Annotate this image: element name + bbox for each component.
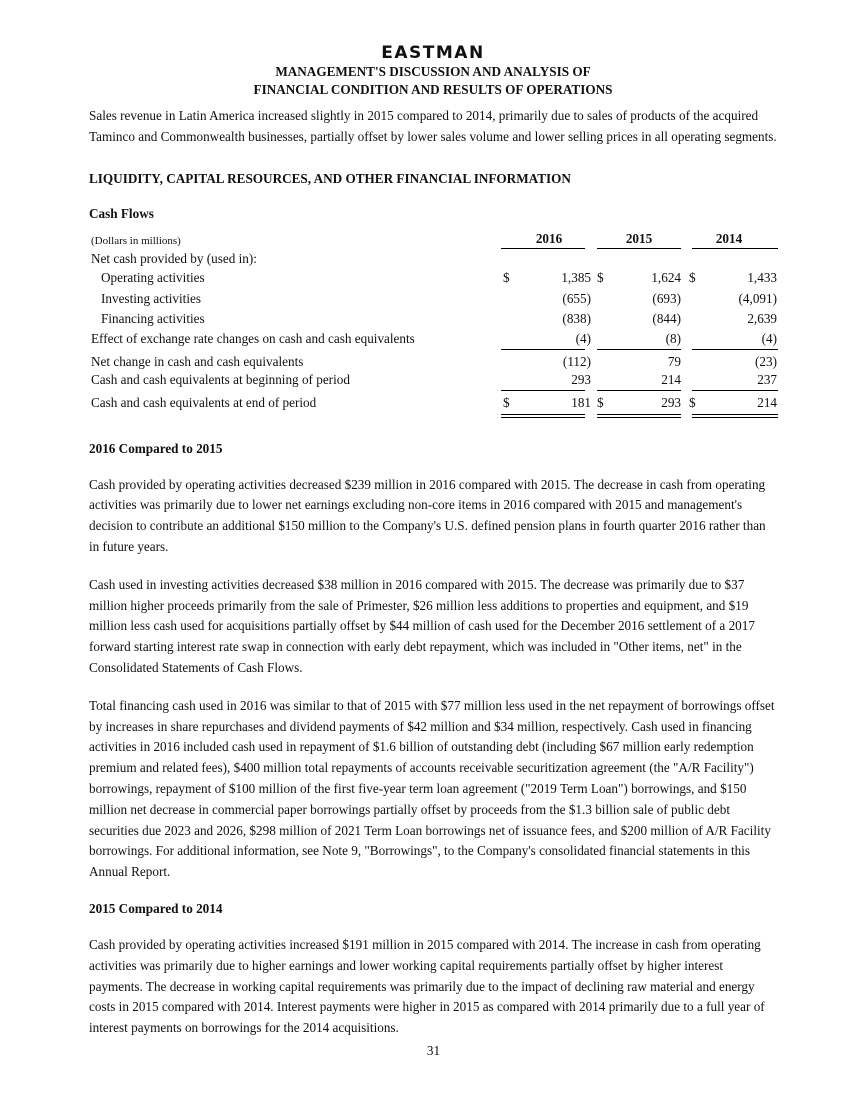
header-line-2: FINANCIAL CONDITION AND RESULTS OF OPERATIONS	[253, 82, 613, 97]
cell-financing-2014: 2,639	[747, 310, 777, 326]
section-2015-title: 2015 Compared to 2014	[89, 900, 223, 916]
total-rule-2016	[501, 390, 585, 391]
section-2016-title: 2016 Compared to 2015	[89, 440, 223, 456]
cell-end-2014: 214	[757, 394, 777, 410]
group-label: Net cash provided by (used in):	[91, 250, 257, 266]
subtotal-rule-2015	[597, 349, 681, 350]
unit-label: (Dollars in millions)	[91, 234, 181, 247]
cell-fx-2015: (8)	[665, 330, 681, 346]
row-label-investing: Investing activities	[101, 290, 201, 306]
year-header-2016: 2016	[535, 230, 563, 246]
cell-operating-2016: 1,385	[561, 269, 591, 285]
header-rule-2015	[597, 248, 681, 249]
cell-fx-2014: (4)	[761, 330, 777, 346]
year-header-2015: 2015	[625, 230, 653, 246]
cell-operating-2015: 1,624	[651, 269, 681, 285]
cell-net-change-2016: (112)	[562, 353, 591, 369]
row-label-fx-effect: Effect of exchange rate changes on cash and cash equivalents	[91, 330, 415, 346]
header-rule-2014	[692, 248, 778, 249]
cell-net-change-2014: (23)	[755, 353, 777, 369]
row-label-end: Cash and cash equivalents at end of period	[91, 394, 317, 410]
double-rule-2014	[692, 414, 778, 418]
cell-end-2016: 181	[571, 394, 591, 410]
currency-symbol: $	[597, 394, 604, 410]
row-label-net-change: Net change in cash and cash equivalents	[91, 353, 304, 369]
currency-symbol: $	[689, 269, 696, 285]
cell-investing-2014: (4,091)	[738, 290, 777, 306]
paragraph-investing-2016: Cash used in investing activities decreased $38 million in 2016 compared with 2015. The decrease was primarily due to $37 million higher proceeds primarily from the sale of Primester, $26 million less additions to properties and equipment, and $19 million less cash used for acquisitions partially offset by $44 million of cash used for the December 2016 settlement of a 2017 forward starting interest rate swap in connection with early debt repayment, which was included in "Other items, net" in the Consolidated Statements of Cash Flows.	[89, 576, 755, 675]
paragraph-operating-2015: Cash provided by operating activities increased $191 million in 2015 compared with 2014. The increase in cash from operating activities was primarily due to higher earnings and lower working capital requirements partially offset by higher interest payments. The decrease in working capital requirements was primarily due to the impact of declining raw material and energy costs in 2015 compared with 2014. Interest payments were higher in 2015 as compared with 2014 primarily due to a full year of interest payments on borrowings for the 2014 acquisitions.	[89, 936, 765, 1036]
total-rule-2015	[597, 390, 681, 391]
cell-financing-2015: (844)	[652, 310, 681, 326]
cell-financing-2016: (838)	[562, 310, 591, 326]
section-title: LIQUIDITY, CAPITAL RESOURCES, AND OTHER FINANCIAL INFORMATION	[89, 170, 571, 186]
cash-flows-title: Cash Flows	[89, 205, 154, 221]
paragraph-operating-2016: Cash provided by operating activities decreased $239 million in 2016 compared with 2015. The decrease in cash from operating activities was primarily due to lower net earnings excluding non-core items in 2016 compared with 2015 and management's decision to contribute an additional $150 million to the Company's U.S. defined pension plans in fourth quarter 2016 rather than in future years.	[89, 476, 766, 554]
eastman-logo: EASTMAN	[381, 43, 485, 63]
cell-beginning-2016: 293	[571, 371, 591, 387]
row-label-beginning: Cash and cash equivalents at beginning of period	[91, 371, 350, 387]
double-rule-2015	[597, 414, 681, 418]
year-header-2014: 2014	[715, 230, 743, 246]
row-label-operating: Operating activities	[101, 269, 205, 285]
total-rule-2014	[692, 390, 778, 391]
intro-paragraph: Sales revenue in Latin America increased slightly in 2015 compared to 2014, primarily due to sales of products of the acquired Taminco and Commonwealth businesses, partially offset by lower sales volume and lower selling prices in all operating segments.	[89, 108, 777, 144]
cell-beginning-2015: 214	[661, 371, 681, 387]
row-label-financing: Financing activities	[101, 310, 205, 326]
cell-operating-2014: 1,433	[747, 269, 777, 285]
cell-beginning-2014: 237	[757, 371, 777, 387]
currency-symbol: $	[503, 394, 510, 410]
cell-net-change-2015: 79	[667, 353, 681, 369]
cell-end-2015: 293	[661, 394, 681, 410]
currency-symbol: $	[503, 269, 510, 285]
paragraph-financing-2016: Total financing cash used in 2016 was similar to that of 2015 with $77 million less used in the net repayment of borrowings offset by increases in share repurchases and dividend payments of $42 million and $34 million, respectively. Cash used in financing activities in 2016 included cash used in repayment of $1.6 billion of outstanding debt (including $67 million early redemption premium and related fees), $400 million total repayments of accounts receivable securitization agreement (the "A/R Facility") borrowings, repayment of $100 million of the first five-year term loan agreement ("2019 Term Loan") borrowings, and $150 million net decrease in commercial paper borrowings partially offset by proceeds from the $1.3 billion sale of public debt securities due 2023 and 2026, $298 million of 2021 Term Loan borrowings net of issuance fees, and $200 million of A/R Facility borrowings. For additional information, see Note 9, "Borrowings", to the Company's consolidated financial statements in this Annual Report.	[89, 697, 775, 880]
document-page	[89, 44, 777, 1039]
header-rule-2016	[501, 248, 585, 249]
cell-investing-2015: (693)	[652, 290, 681, 306]
currency-symbol: $	[597, 269, 604, 285]
subtotal-rule-2016	[501, 349, 585, 350]
cell-fx-2016: (4)	[575, 330, 591, 346]
double-rule-2016	[501, 414, 585, 418]
cash-flows-table	[89, 230, 777, 420]
header-line-1: MANAGEMENT'S DISCUSSION AND ANALYSIS OF	[275, 64, 591, 79]
page-number: 31	[426, 1043, 441, 1058]
currency-symbol: $	[689, 394, 696, 410]
cell-investing-2016: (655)	[562, 290, 591, 306]
subtotal-rule-2014	[692, 349, 778, 350]
